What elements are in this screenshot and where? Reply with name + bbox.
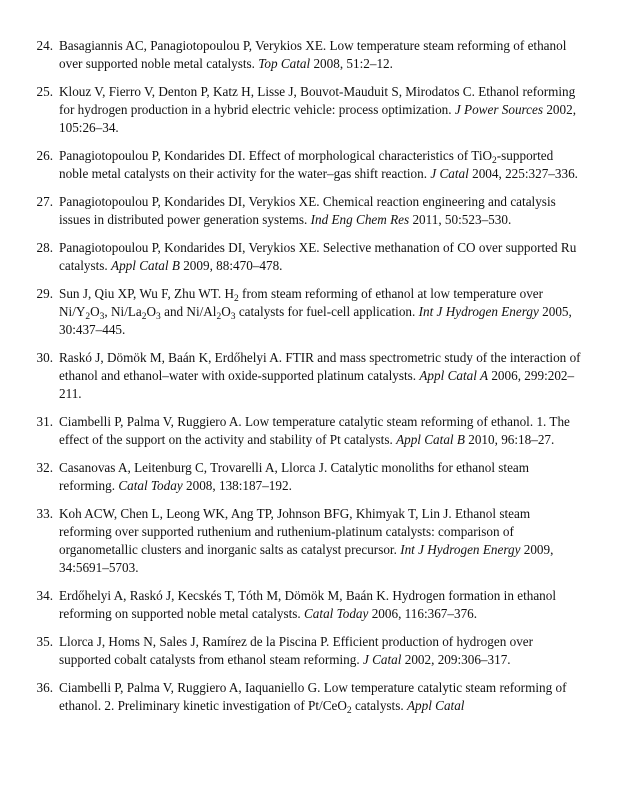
reference-item xyxy=(0,349,617,403)
reference-number: 25. xyxy=(36,84,53,99)
reference-text: Erdőhelyi A, Raskó J, Kecskés T, Tóth M, Dömök M, Baán K. Hydrogen formation in ethanol reforming on supported noble metal catalysts. Catal Today 2006, 116:367–376. xyxy=(59,588,557,621)
reference-text: Sun J, Qiu XP, Wu F, Zhu WT. $H_2$ from steam reforming of ethanol at low temperature over $Ni/Y_2O_3$, $Ni/La_2O_3$ and $Ni/Al_2O_3$ catalysts for fuel-cell application. Int J Hydrogen Energy 2005, 30:437–445. xyxy=(59,286,572,337)
reference-number: 24. xyxy=(36,38,53,53)
reference-number: 27. xyxy=(36,194,53,209)
reference-number: 31. xyxy=(36,414,53,429)
reference-number: 32. xyxy=(36,460,53,475)
reference-number: 28. xyxy=(36,240,53,255)
reference-number: 36. xyxy=(36,680,53,695)
reference-item xyxy=(0,285,617,339)
reference-item xyxy=(0,239,617,275)
reference-text: Koh ACW, Chen L, Leong WK, Ang TP, Johnson BFG, Khimyak T, Lin J. Ethanol steam reforming over supported ruthenium and ruthenium-platinum catalysts: comparison of organometallic clusters and inorganic salts as catalyst precursor. Int J Hydrogen Energy 2009, 34:5691–5703. xyxy=(59,506,554,575)
reference-item xyxy=(0,633,617,669)
reference-item xyxy=(0,193,617,229)
reference-number: 33. xyxy=(36,506,53,521)
reference-list xyxy=(0,37,617,725)
reference-number: 30. xyxy=(36,350,53,365)
reference-item xyxy=(0,459,617,495)
reference-text: Llorca J, Homs N, Sales J, Ramírez de la Piscina P. Efficient production of hydrogen over supported cobalt catalysts from ethanol steam reforming. J Catal 2002, 209:306–317. xyxy=(59,634,534,667)
reference-item xyxy=(0,147,617,183)
reference-text: Panagiotopoulou P, Kondarides DI, Verykios XE. Selective methanation of CO over supported Ru catalysts. Appl Catal B 2009, 88:470–478. xyxy=(59,240,577,273)
reference-item xyxy=(0,83,617,137)
reference-text: Raskó J, Dömök M, Baán K, Erdőhelyi A. FTIR and mass spectrometric study of the interaction of ethanol and ethanol–water with oxide-supported platinum catalysts. Appl Catal A 2006, 299:202–211. xyxy=(59,350,581,401)
reference-text: Ciambelli P, Palma V, Ruggiero A, Iaquaniello G. Low temperature catalytic steam reforming of ethanol. 2. Preliminary kinetic investigation of Pt/CeO$_2$ catalysts. Appl Catal xyxy=(59,680,567,716)
reference-item xyxy=(0,679,617,715)
reference-item xyxy=(0,37,617,73)
reference-number: 29. xyxy=(36,286,53,301)
reference-item xyxy=(0,587,617,623)
reference-text: Panagiotopoulou P, Kondarides DI, Verykios XE. Chemical reaction engineering and catalysis issues in distributed power generation systems. Ind Eng Chem Res 2011, 50:523–530. xyxy=(59,194,556,227)
reference-text: Klouz V, Fierro V, Denton P, Katz H, Lisse J, Bouvot-Mauduit S, Mirodatos C. Ethanol reforming for hydrogen production in a hybrid electric vehicle: process optimization. J Power Sources 2002, 105:26–34. xyxy=(59,84,576,135)
reference-item xyxy=(0,505,617,577)
reference-item xyxy=(0,413,617,449)
reference-text: Basagiannis AC, Panagiotopoulou P, Verykios XE. Low temperature steam reforming of ethanol over supported noble metal catalysts. Top Catal 2008, 51:2–12. xyxy=(59,38,567,71)
reference-number: 34. xyxy=(36,588,53,603)
reference-text: Casanovas A, Leitenburg C, Trovarelli A, Llorca J. Catalytic monoliths for ethanol steam reforming. Catal Today 2008, 138:187–192. xyxy=(59,460,530,493)
reference-number: 26. xyxy=(36,148,53,163)
reference-number: 35. xyxy=(36,634,53,649)
reference-text: Ciambelli P, Palma V, Ruggiero A. Low temperature catalytic steam reforming of ethanol. 1. The effect of the support on the activity and stability of Pt catalysts. Appl Catal B 2010, 96:18–27. xyxy=(59,414,570,447)
reference-text: Panagiotopoulou P, Kondarides DI. Effect of morphological characteristics of TiO$_2$-supported noble metal catalysts on their activity for the water–gas shift reaction. J Catal 2004, 225:327–336. xyxy=(59,148,578,181)
